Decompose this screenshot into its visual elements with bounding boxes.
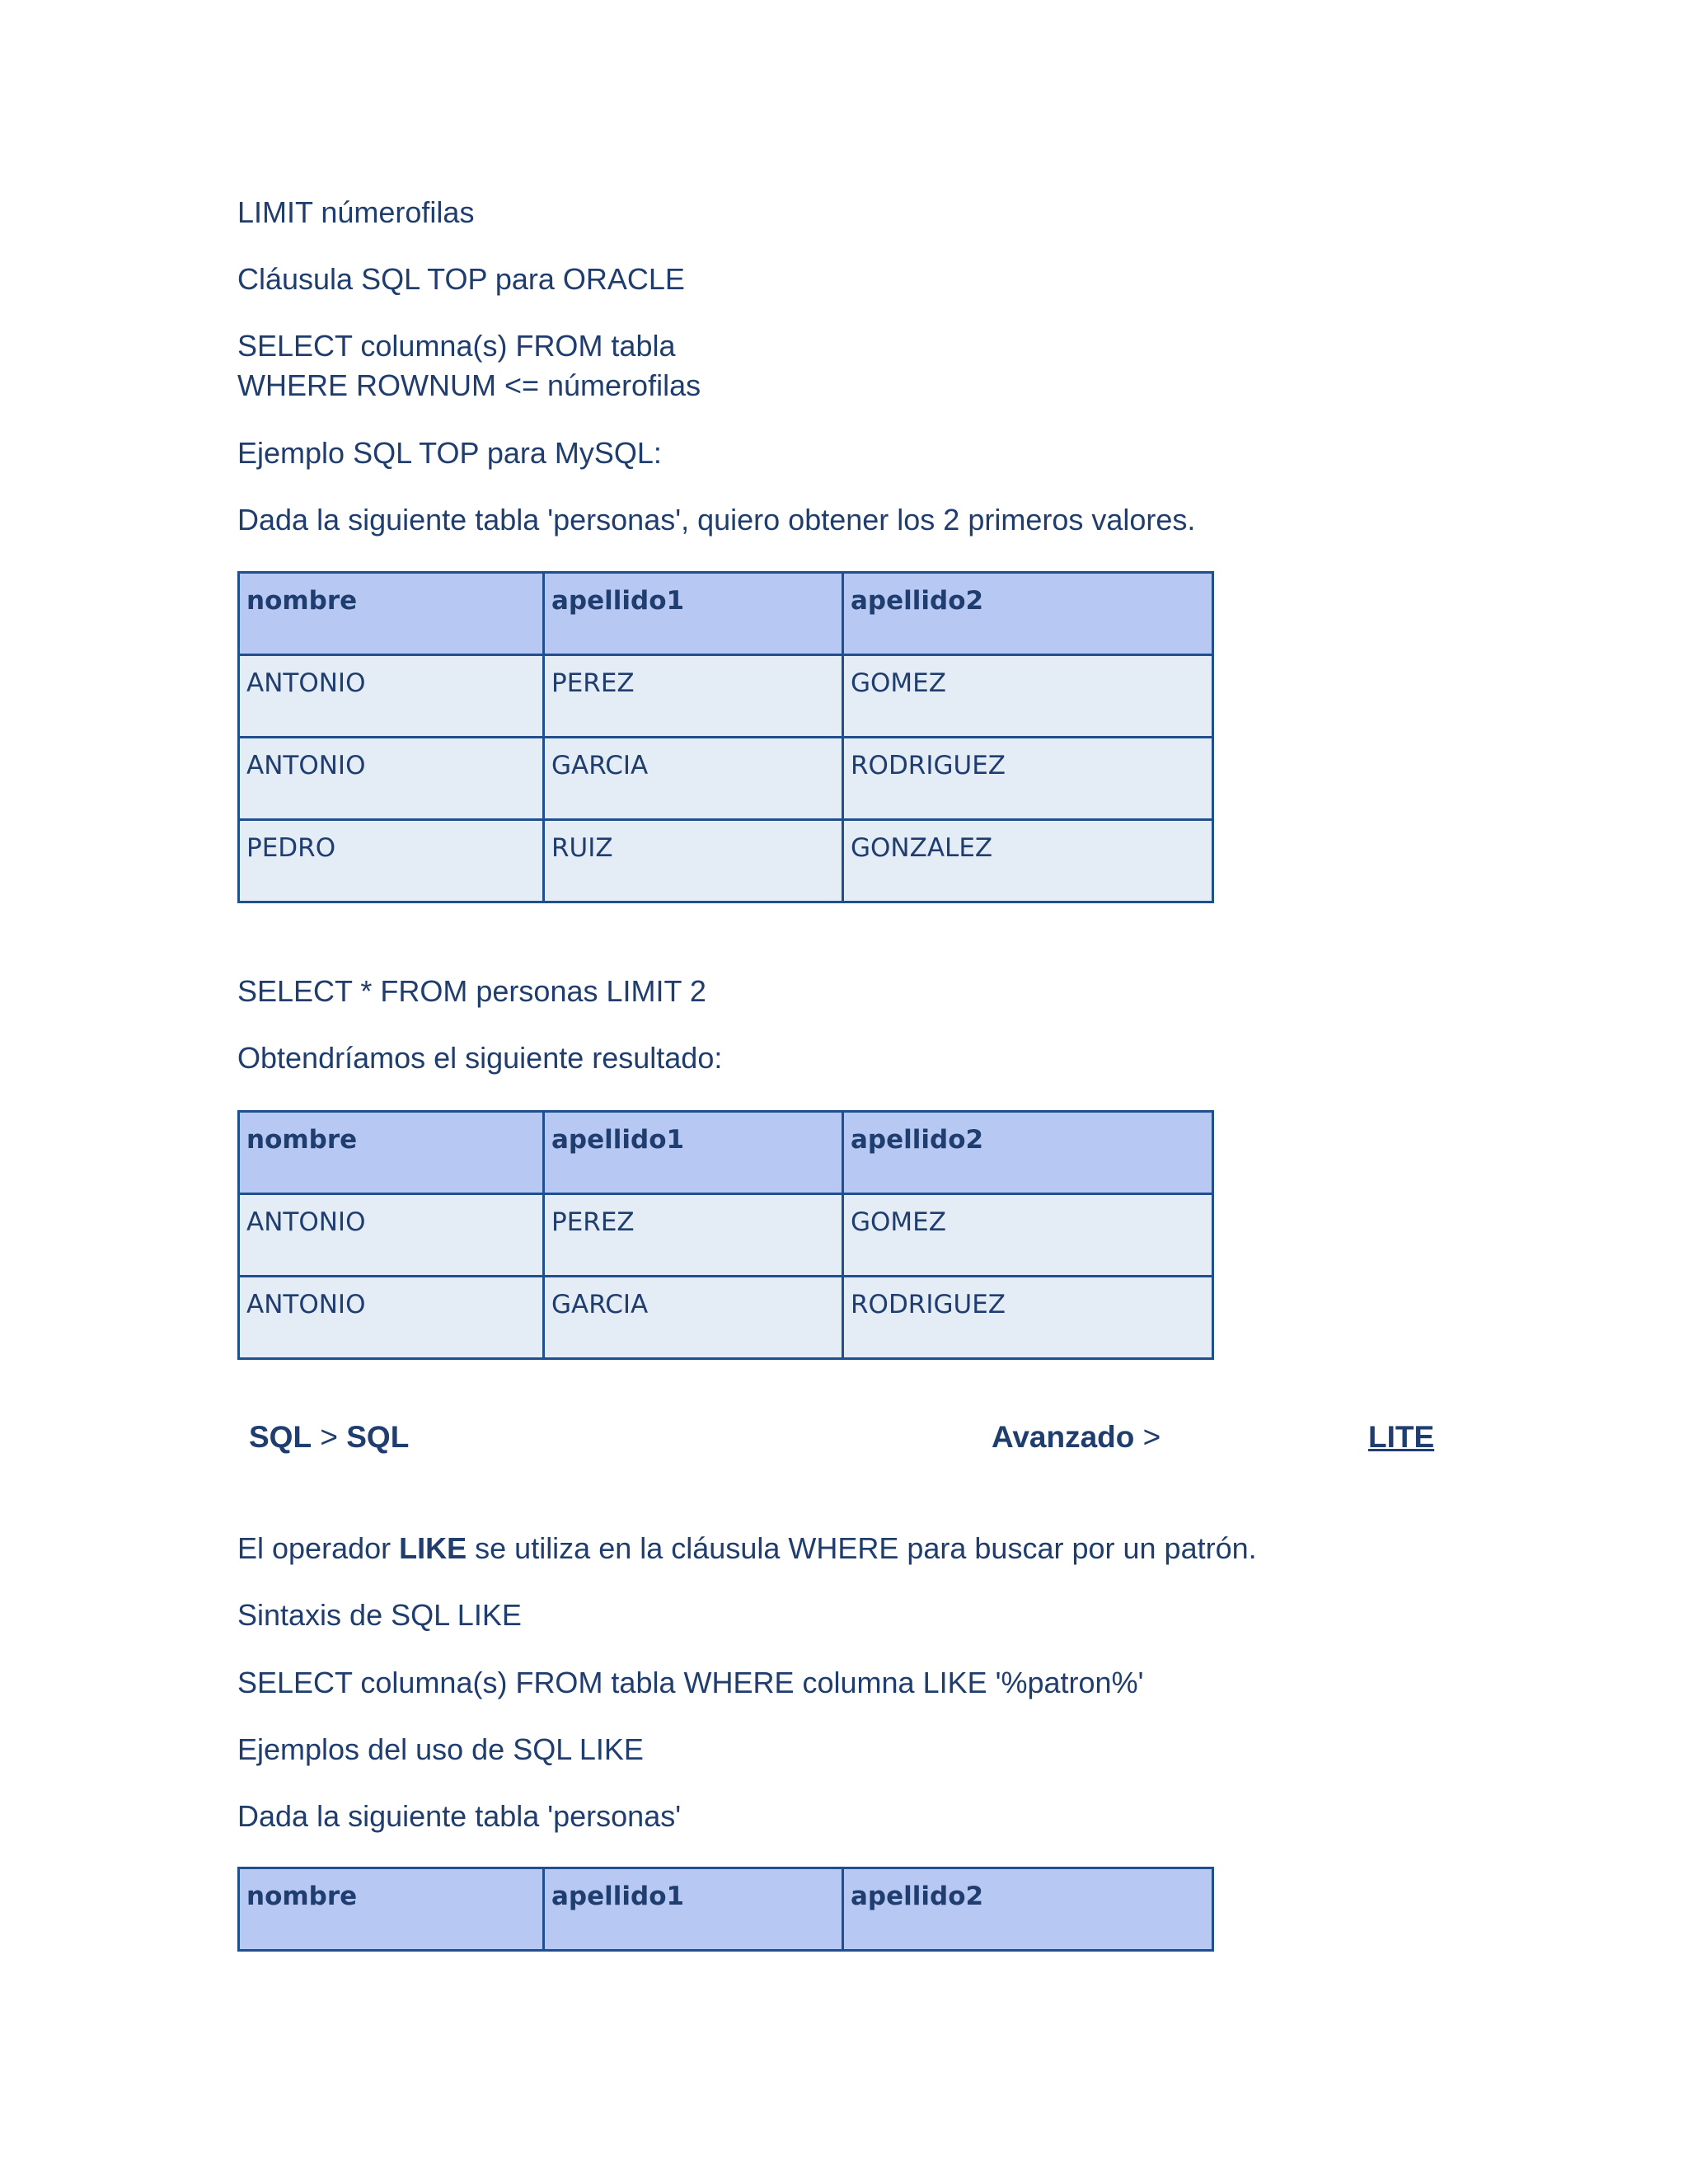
lite-link[interactable]: LITE [1368,1420,1435,1454]
cell-apellido1: RUIZ [544,820,843,902]
table-row [239,1194,1213,1277]
oracle-code-line-2: WHERE ROWNUM <= númerofilas [237,368,701,402]
cell-apellido1: GARCIA [544,738,843,820]
mysql-example-heading: Ejemplo SQL TOP para MySQL: [237,436,662,470]
table-row [239,738,1213,820]
table-row [239,655,1213,738]
like-personas-table [237,1867,1214,1952]
table-intro-text: Dada la siguiente tabla 'personas', quiero obtener los 2 primeros valores. [237,503,1196,537]
header-apellido2: apellido2 [843,1112,1213,1194]
like-keyword: LIKE [399,1531,467,1565]
cell-apellido1: GARCIA [544,1277,843,1359]
cell-apellido1: PEREZ [544,655,843,738]
like-table-intro: Dada la siguiente tabla 'personas' [237,1799,682,1833]
cell-apellido2: GOMEZ [843,655,1213,738]
result-intro-text: Obtendríamos el siguiente resultado: [237,1041,723,1075]
header-nombre: nombre [239,573,544,655]
cell-nombre: PEDRO [239,820,544,902]
breadcrumb-sql-2[interactable]: SQL [346,1420,410,1454]
table-header-row [239,1868,1213,1951]
cell-nombre: ANTONIO [239,1277,544,1359]
header-nombre: nombre [239,1112,544,1194]
like-text-pre: El operador [237,1531,400,1565]
limit-query-text: SELECT * FROM personas LIMIT 2 [237,974,706,1008]
table-row [239,1277,1213,1359]
cell-apellido1: PEREZ [544,1194,843,1277]
cell-nombre: ANTONIO [239,1194,544,1277]
cell-apellido2: RODRIGUEZ [843,1277,1213,1359]
oracle-code-line-1: SELECT columna(s) FROM tabla [237,329,676,363]
cell-nombre: ANTONIO [239,738,544,820]
like-syntax-code: SELECT columna(s) FROM tabla WHERE columna LIKE '%patron%' [237,1666,1144,1699]
like-description [237,1529,1257,1568]
table-header-row [239,573,1213,655]
breadcrumb-avanzado[interactable]: Avanzado [992,1420,1135,1454]
header-apellido1: apellido1 [544,1112,843,1194]
oracle-heading: Cláusula SQL TOP para ORACLE [237,262,685,296]
like-text-post: se utiliza en la cláusula WHERE para buscar por un patrón. [467,1531,1257,1565]
cell-apellido2: GOMEZ [843,1194,1213,1277]
breadcrumb [249,1418,409,1457]
cell-nombre: ANTONIO [239,655,544,738]
breadcrumb-lite [1368,1418,1434,1457]
limit-syntax-text: LIMIT númerofilas [237,195,475,229]
result-table [237,1110,1214,1360]
cell-apellido2: GONZALEZ [843,820,1213,902]
table-header-row [239,1112,1213,1194]
header-apellido1: apellido1 [544,573,843,655]
header-apellido2: apellido2 [843,573,1213,655]
like-syntax-heading: Sintaxis de SQL LIKE [237,1598,522,1632]
personas-table [237,571,1214,903]
header-nombre: nombre [239,1868,544,1951]
breadcrumb-sql[interactable]: SQL [249,1420,312,1454]
header-apellido2: apellido2 [843,1868,1213,1951]
cell-apellido2: RODRIGUEZ [843,738,1213,820]
breadcrumb-separator: > [1142,1420,1161,1454]
table-row [239,820,1213,902]
like-examples-heading: Ejemplos del uso de SQL LIKE [237,1732,644,1766]
breadcrumb-advanced [992,1418,1160,1457]
breadcrumb-separator: > [320,1420,338,1454]
header-apellido1: apellido1 [544,1868,843,1951]
